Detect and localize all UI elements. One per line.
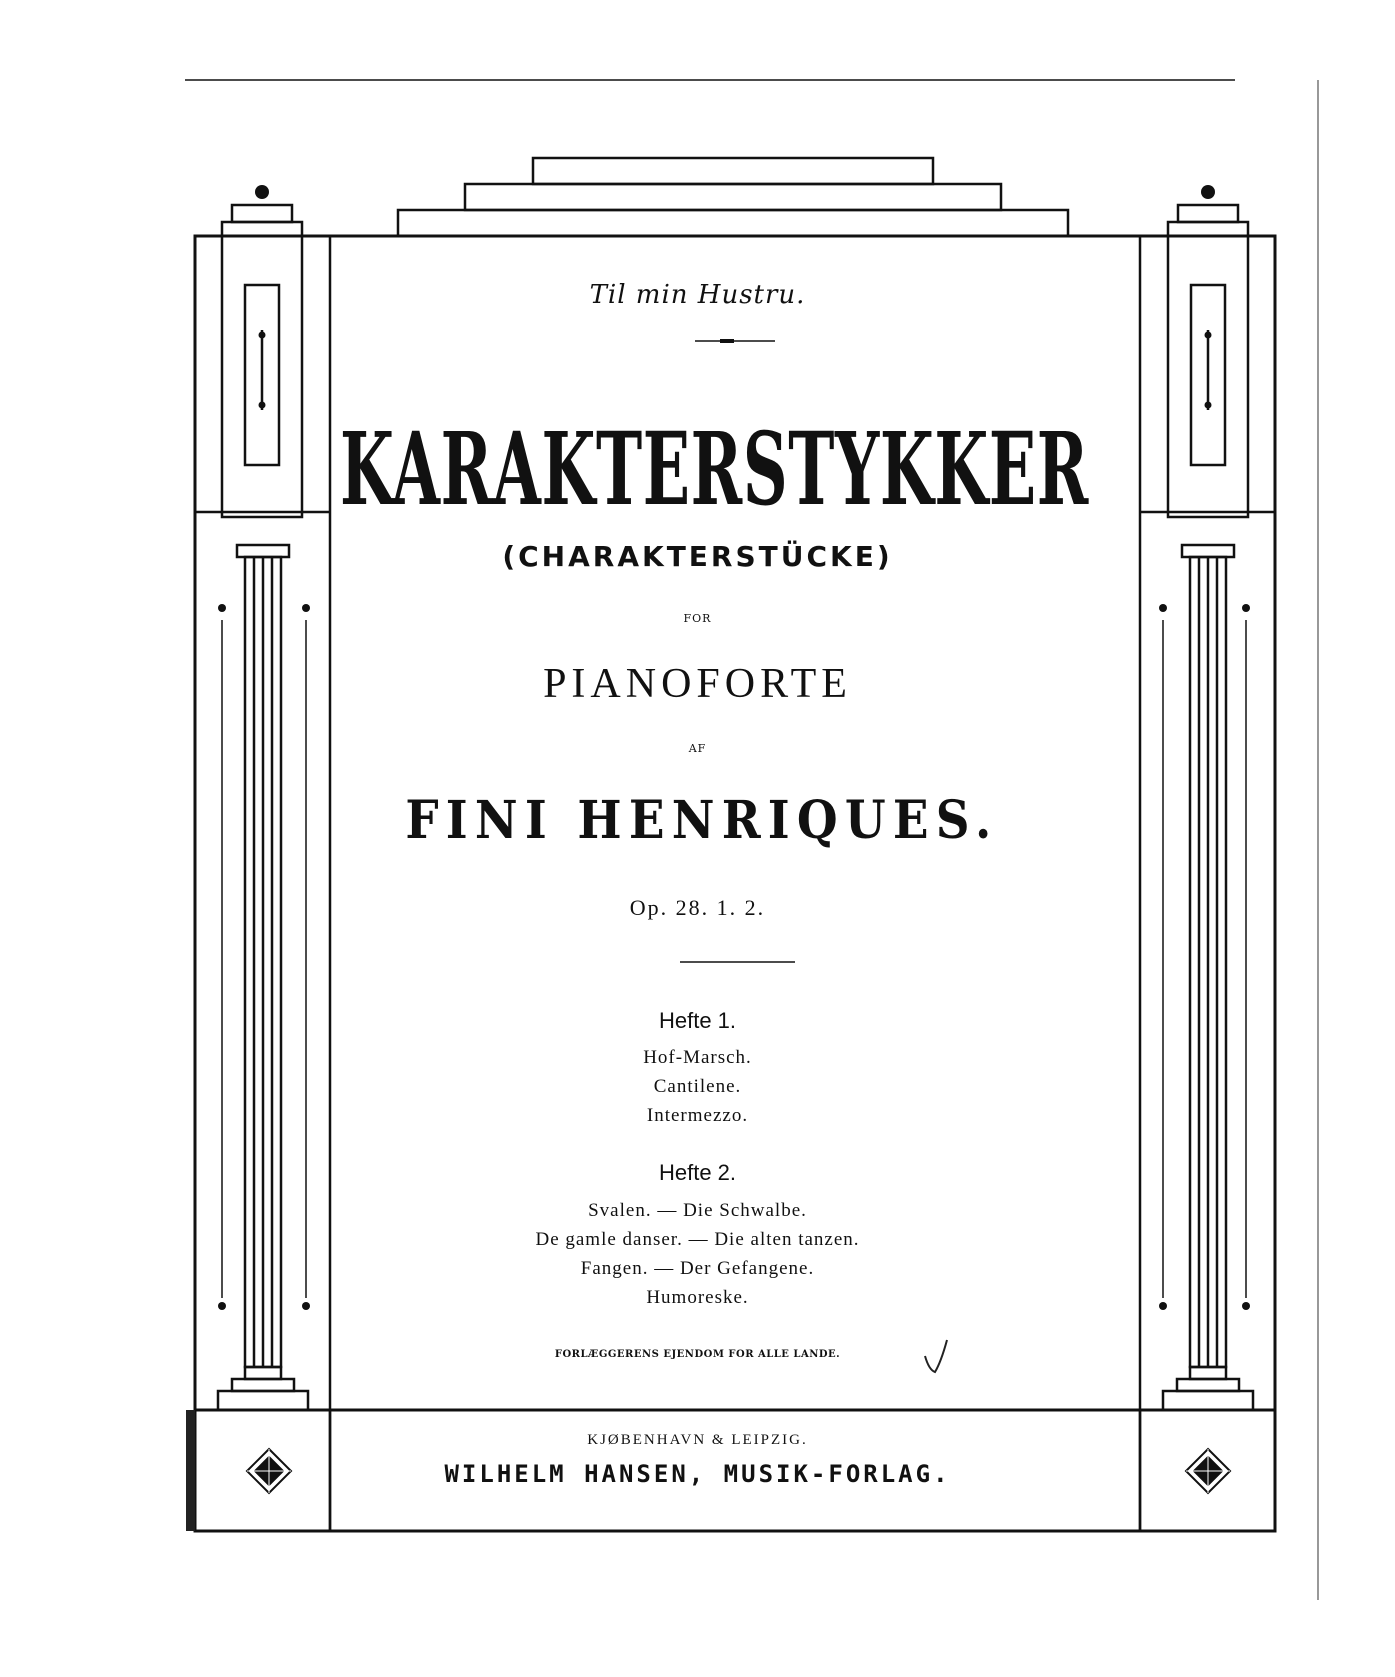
piece-title: De gamle danser. — Die alten tanzen. <box>535 1229 860 1250</box>
by-label: AF <box>688 742 707 755</box>
piece-title: Cantilene. <box>653 1076 742 1097</box>
instrument: PIANOFORTE <box>543 661 852 707</box>
publisher-name: WILHELM HANSEN, MUSIK-FORLAG. <box>444 1460 951 1488</box>
subtitle: (CHARAKTERSTÜCKE) <box>502 540 893 573</box>
volume-heading: Hefte 2. <box>658 1160 737 1185</box>
opus-number: Op. 28. 1. 2. <box>629 895 766 920</box>
pediment-step-middle <box>465 184 1001 210</box>
piece-title: Hof-Marsch. <box>643 1047 752 1068</box>
rights-notice: FORLÆGGERENS EJENDOM FOR ALLE LANDE. <box>554 1349 841 1360</box>
piece-title: Humoreske. <box>646 1287 749 1308</box>
piece-title: Fangen. — Der Gefangene. <box>580 1258 815 1279</box>
publisher-city: KJØBENHAVN & LEIPZIG. <box>587 1432 808 1448</box>
dedication: Til min Hustru. <box>589 280 806 310</box>
title: KARAKTERSTYKKER <box>339 410 1089 528</box>
piece-title: Intermezzo. <box>646 1105 749 1126</box>
for-label: FOR <box>683 612 712 625</box>
pediment-step-bottom <box>398 210 1068 236</box>
composer: FINI HENRIQUES. <box>405 790 999 851</box>
pediment-step-top <box>533 158 933 184</box>
piece-title: Svalen. — Die Schwalbe. <box>588 1200 807 1221</box>
volume-heading: Hefte 1. <box>658 1008 737 1033</box>
